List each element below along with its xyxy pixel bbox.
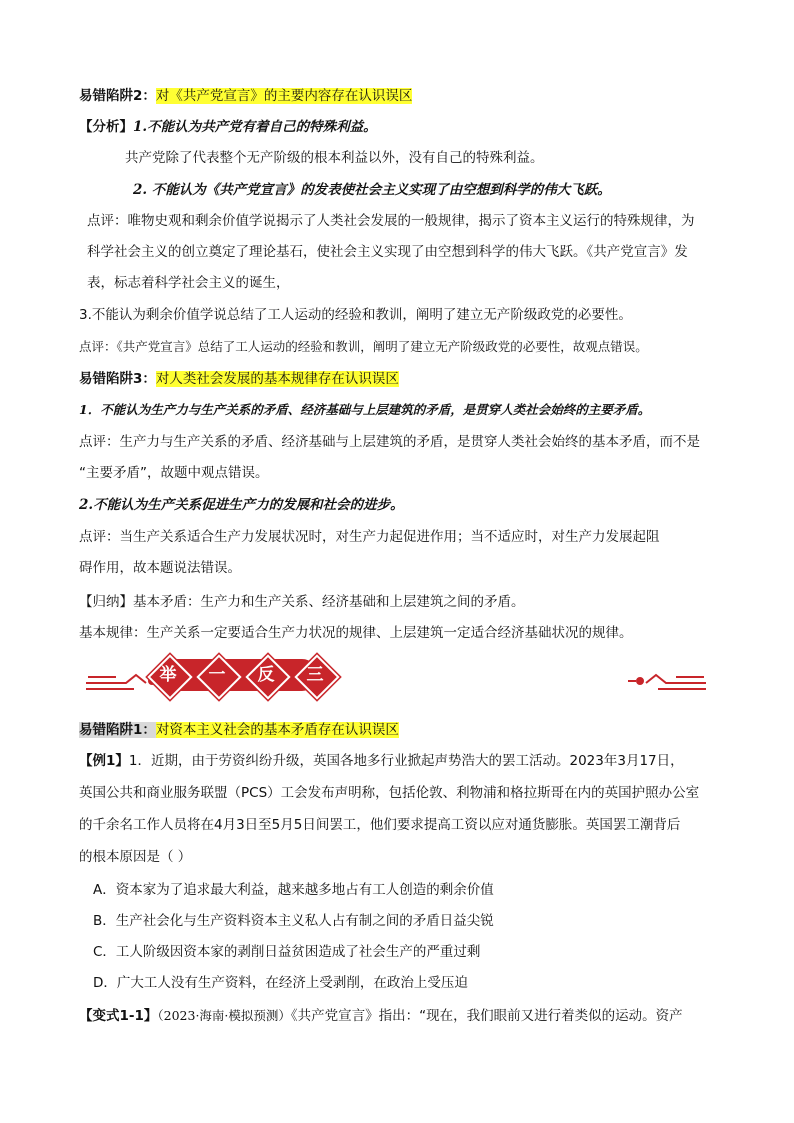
variant-text: 《共产党宣言》指出：“现在，我们眼前又进行着类似的运动。资产: [290, 1008, 683, 1024]
analysis-point-3: [0, 305, 794, 325]
trap3-prefix: 易错陷阱3：: [79, 371, 156, 387]
trap2-heading: [0, 86, 794, 106]
option-b[interactable]: [0, 911, 794, 931]
example-line-4-text: 的根本原因是（ ）: [79, 849, 192, 865]
banner-char-4-text: 三: [306, 665, 324, 685]
example-line-3: [0, 815, 794, 835]
example-line-2: [0, 783, 794, 803]
option-c[interactable]: [0, 942, 794, 962]
analysis-point-1-body: [0, 148, 794, 168]
trap3-summary-1-text: 【归纳】基本矛盾：生产力和生产关系、经济基础和上层建筑之间的矛盾。: [79, 594, 525, 610]
example-tag: 【例1】: [79, 753, 129, 769]
trap3-comment-1-line-1-text: 点评：生产力与生产关系的矛盾、经济基础与上层建筑的矛盾，是贯穿人类社会始终的基本矛盾，而不是: [79, 434, 700, 450]
option-a-text: A．资本家为了追求最大利益，越来越多地占有工人创造的剩余价值: [93, 882, 494, 898]
option-a[interactable]: [0, 880, 794, 900]
analysis-tag: 【分析】: [79, 119, 133, 135]
banner-char-1-text: 举: [159, 665, 177, 685]
trap1-title: 对资本主义社会的基本矛盾存在认识误区: [155, 722, 399, 738]
comment-1-line-3: [0, 273, 794, 293]
option-d[interactable]: [0, 973, 794, 993]
example-line-4: [0, 847, 794, 867]
trap2-title: 对《共产党宣言》的主要内容存在认识误区: [155, 88, 413, 104]
example-line-2-text: 英国公共和商业服务联盟（PCS）工会发布声明称，包括伦敦、利物浦和格拉斯哥在内的英国护照办公室: [79, 785, 700, 801]
analysis-point-1-body-text: 共产党除了代表整个无产阶级的根本利益以外，没有自己的特殊利益。: [125, 150, 544, 166]
trap2-prefix: 易错陷阱2：: [79, 88, 156, 104]
analysis-point-1: [0, 117, 794, 137]
comment-1-line-2-text: 科学社会主义的创立奠定了理论基石，使社会主义实现了由空想到科学的伟大飞跃。《共产党宣言》发: [87, 244, 688, 260]
analysis-point-3-text: 3.不能认为剩余价值学说总结了工人运动的经验和教训，阐明了建立无产阶级政党的必要性。: [79, 307, 632, 323]
comment-1-line-1-text: 点评：唯物史观和剩余价值学说揭示了人类社会发展的一般规律，揭示了资本主义运行的特殊规律，为: [87, 213, 695, 229]
comment-1-line-1: [0, 211, 794, 231]
banner-char-2: [197, 655, 237, 695]
comment-2: [0, 336, 794, 357]
analysis-point-1-text: 1.不能认为共产党有着自己的特殊利益。: [133, 119, 377, 135]
banner-char-3: [246, 655, 286, 695]
variant-line: [0, 1006, 794, 1026]
banner-char-2-text: 一: [208, 665, 226, 685]
section-banner: [86, 651, 706, 703]
trap3-summary-1: [0, 592, 794, 612]
example-line-1: [0, 751, 794, 771]
banner-char-3-text: 反: [257, 665, 275, 685]
trap3-summary-2: [0, 623, 794, 643]
banner-char-1: [148, 655, 188, 695]
trap3-point-2-text: 2.不能认为生产关系促进生产力的发展和社会的进步。: [79, 497, 404, 513]
trap3-title: 对人类社会发展的基本规律存在认识误区: [155, 371, 399, 387]
option-b-text: B．生产社会化与生产资料资本主义私人占有制之间的矛盾日益尖锐: [93, 913, 494, 929]
trap3-comment-2-line-1-text: 点评：当生产关系适合生产力发展状况时，对生产力起促进作用；当不适应时，对生产力发展起阻: [79, 529, 660, 545]
example-line-3-text: 的千余名工作人员将在4月3日至5月5日间罢工，他们要求提高工资以应对通货膨胀。英国罢工潮背后: [79, 817, 681, 833]
comment-2-text: 点评：《共产党宣言》总结了工人运动的经验和教训，阐明了建立无产阶级政党的必要性，故观点错误。: [79, 338, 648, 354]
trap3-point-1-text: 1．不能认为生产力与生产关系的矛盾、经济基础与上层建筑的矛盾，是贯穿人类社会始终的主要矛盾。: [79, 402, 651, 417]
variant-tag: 【变式1-1】: [79, 1008, 158, 1024]
trap1-heading: [0, 720, 794, 740]
trap3-comment-2-line-2-text: 碍作用，故本题说法错误。: [79, 560, 241, 576]
trap3-comment-1-line-2-text: “主要矛盾”，故题中观点错误。: [79, 465, 269, 481]
comment-1-line-3-text: 表，标志着科学社会主义的诞生，: [87, 275, 290, 291]
trap3-comment-1-line-1: [0, 432, 794, 452]
variant-source: （2023·海南·模拟预测）: [157, 1008, 291, 1023]
trap1-prefix: 易错陷阱1：: [79, 722, 156, 738]
comment-1-line-2: [0, 242, 794, 262]
trap3-point-1: [0, 400, 794, 420]
option-c-text: C．工人阶级因资本家的剥削日益贫困造成了社会生产的严重过剩: [93, 944, 481, 960]
trap3-heading: [0, 369, 794, 389]
analysis-point-2: [0, 180, 794, 200]
example-line-1-text: 1．近期，由于劳资纠纷升级，英国各地多行业掀起声势浩大的罢工活动。2023年3月17日，: [128, 753, 684, 769]
analysis-point-2-text: 2. 不能认为《共产党宣言》的发表使社会主义实现了由空想到科学的伟大飞跃。: [133, 182, 611, 198]
banner-char-4: [295, 655, 335, 695]
trap3-comment-2-line-2: [0, 558, 794, 578]
trap3-summary-2-text: 基本规律：生产关系一定要适合生产力状况的规律、上层建筑一定适合经济基础状况的规律。: [79, 625, 633, 641]
trap3-point-2: [0, 495, 794, 515]
trap3-comment-2-line-1: [0, 527, 794, 547]
trap3-comment-1-line-2: [0, 463, 794, 483]
option-d-text: D．广大工人没有生产资料，在经济上受剥削，在政治上受压迫: [93, 975, 468, 991]
